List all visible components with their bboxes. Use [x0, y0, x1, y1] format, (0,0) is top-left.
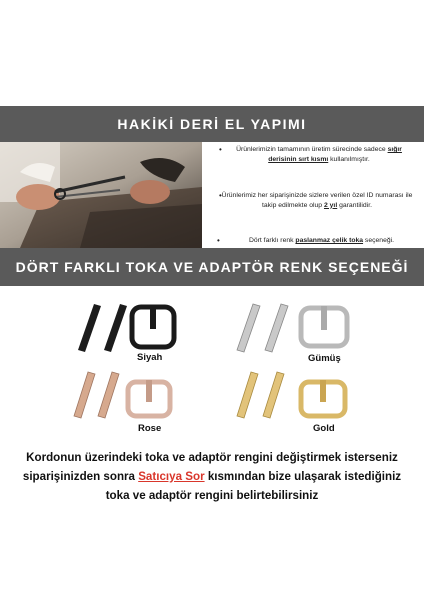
craftsman-photo	[0, 142, 202, 248]
feature-item-leather	[221, 145, 417, 164]
info-note	[0, 448, 424, 505]
black-buckle-icon	[64, 300, 189, 358]
feature-text: garantilidir.	[337, 201, 372, 209]
rose-buckle-icon	[62, 370, 192, 422]
ask-seller-link[interactable]: Satıcıya Sor	[138, 470, 205, 483]
gold-buckle-icon	[225, 370, 360, 422]
feature-highlight: paslanmaz çelik toka	[295, 237, 364, 244]
options-banner	[0, 248, 424, 286]
swatch-rose	[62, 370, 192, 427]
title-banner	[0, 106, 424, 142]
label-siyah: Siyah	[137, 352, 163, 363]
bullet-dot-icon: •	[219, 145, 222, 154]
note-text: siparişinizden sonra	[22, 470, 139, 483]
options-title: DÖRT FARKLI TOKA VE ADAPTÖR RENK SEÇENEĞİ	[15, 259, 409, 275]
label-gold: Gold	[313, 423, 335, 434]
label-rose: Rose	[138, 423, 162, 434]
feature-item-warranty	[221, 191, 413, 210]
label-gumus: Gümüş	[308, 353, 341, 364]
silver-buckle-icon	[225, 300, 360, 358]
feature-highlight: sığır derisinin sırt kısmı	[268, 146, 402, 163]
bullet-dot-icon: •	[217, 236, 220, 245]
feature-item-buckle	[219, 236, 424, 246]
feature-highlight: 2 yıl	[323, 201, 338, 209]
feature-text: Ürünlerimiz her siparişinizde sizlere verilen özel ID numarası ile takip edilmekte olup	[221, 192, 413, 209]
feature-list	[205, 142, 424, 248]
swatch-gold	[225, 370, 360, 427]
note-line-1: Kordonun üzerindeki toka ve adaptör rengini değiştirmek isterseniz	[26, 451, 398, 464]
feature-text: Ürünlerimizin tamamının üretim sürecinde sadece	[236, 146, 388, 153]
title-text: HAKİKİ DERİ EL YAPIMI	[117, 116, 307, 132]
feature-text: kullanılmıştır.	[328, 155, 370, 163]
bullet-dot-icon: •	[219, 191, 222, 200]
feature-text: seçeneği.	[363, 237, 395, 244]
note-text: kısmından bize ulaşarak istediğiniz	[204, 470, 402, 483]
note-line-2	[0, 467, 424, 486]
swatch-siyah	[64, 300, 189, 363]
note-line-3: toka ve adaptör rengini belirtebilirsiniz	[105, 489, 319, 502]
feature-text: Dört farklı renk	[248, 237, 296, 244]
